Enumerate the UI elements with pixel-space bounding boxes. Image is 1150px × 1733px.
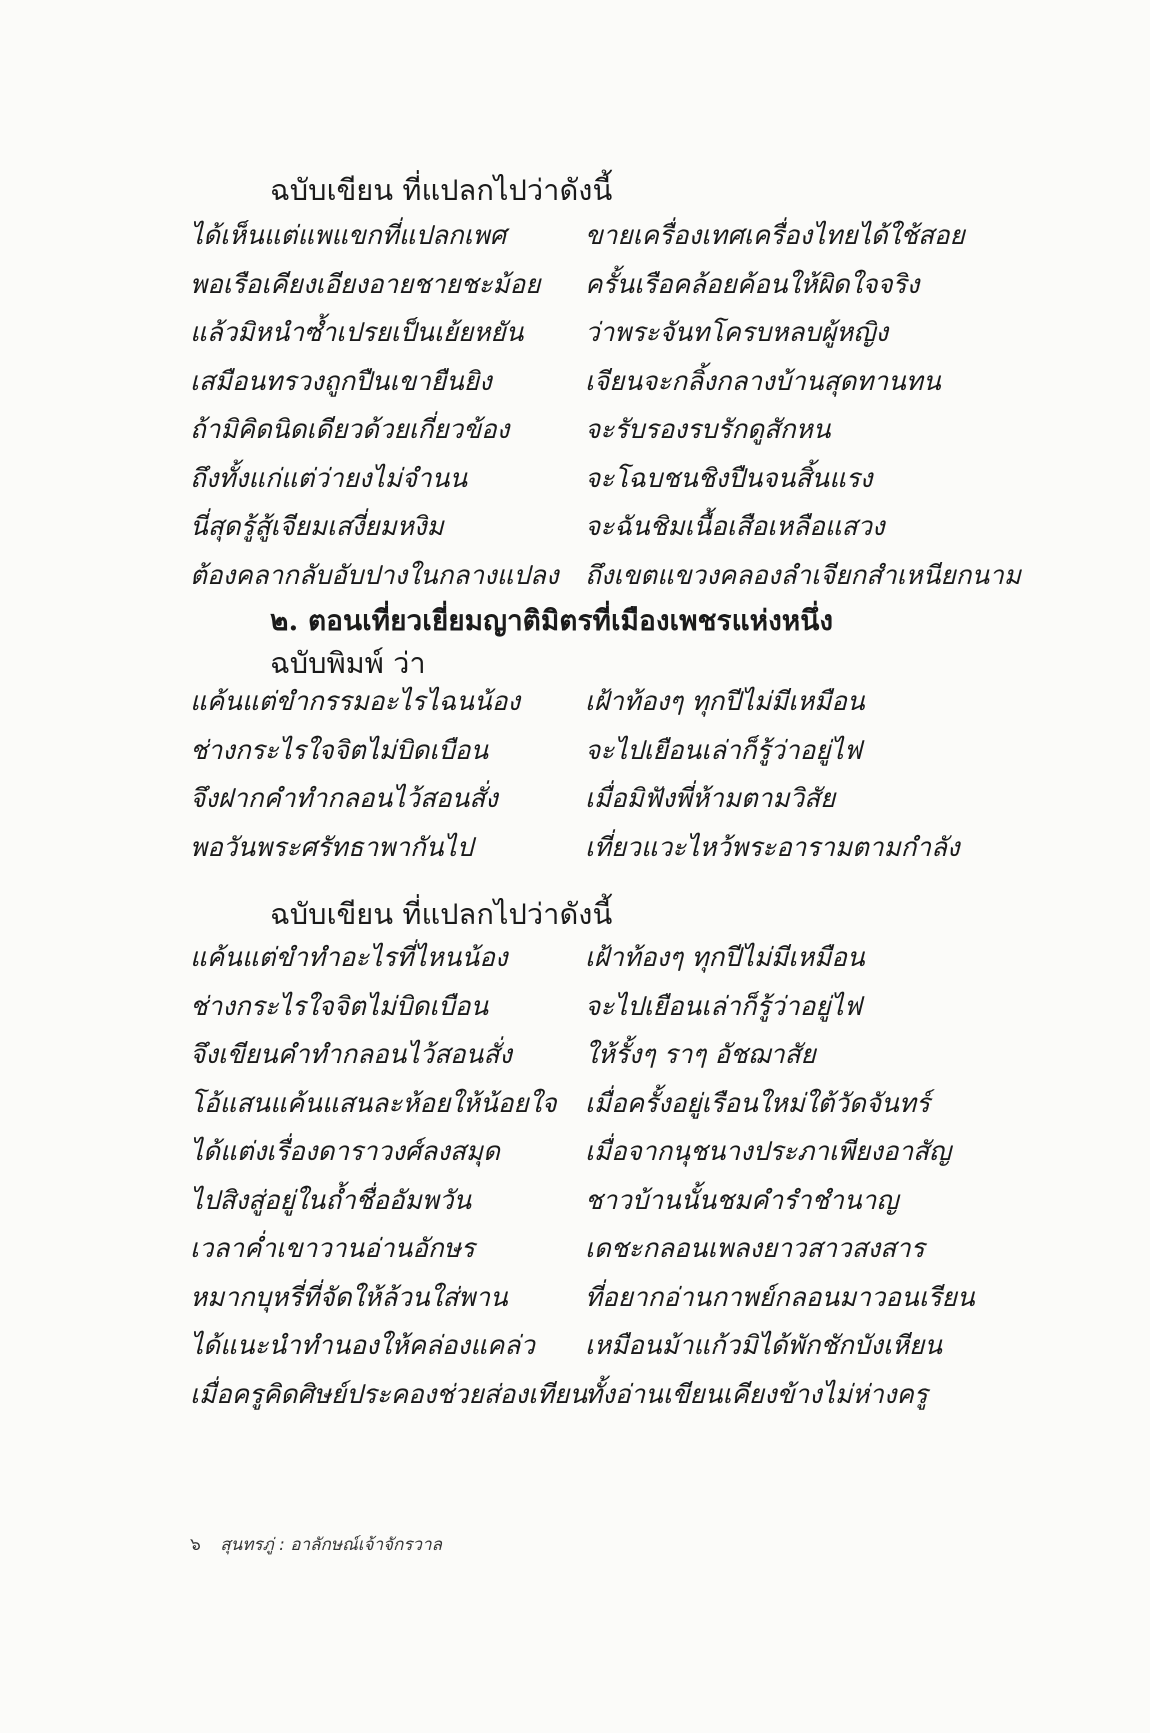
verse-line [0,315,1150,364]
verse-second-half: เหมือนม้าแก้วมิได้พักชักบังเหียน [585,1331,942,1361]
verse-first-half: พอเรือเคียงเอียงอายชายชะม้อย [190,269,541,300]
verse-first-half: ต้องคลากลับอับปางในกลางแปลง [190,560,559,591]
verse-line [0,1280,1150,1329]
verse-first-half: แค้นแต่ขำกรรมอะไรไฉนน้อง [190,687,521,717]
verse-second-half: เมื่อครั้งอยู่เรือนใหม่ใต้วัดจันทร์ [585,1088,930,1119]
verse-line [0,684,1150,733]
verse-first-half: ถ้ามิคิดนิดเดียวด้วยเกี่ยวข้อง [190,415,510,445]
verse-second-half: ว่าพระจันทโครบหลบผู้หญิง [585,318,889,348]
verse-second-half: จะรับรองรบรักดูสักหน [585,415,831,445]
verse-second-half: เจียนจะกลิ้งกลางบ้านสุดทานทน [585,366,941,397]
verse-line [0,1328,1150,1377]
verse-second-half: จะไปเยือนเล่าก็รู้ว่าอยู่ไฟ [585,991,862,1022]
verse-first-half: จึงเขียนคำทำกลอนไว้สอนสั่ง [190,1040,512,1070]
verse-line [0,1377,1150,1426]
verse-first-half: แค้นแต่ขำทำอะไรที่ไหนน้อง [190,943,508,973]
verse-second-half: เดชะกลอนเพลงยาวสาวสงสาร [585,1234,925,1264]
verse-line [0,1037,1150,1086]
verse-line [0,781,1150,830]
verse-first-half: ช่างกระไรใจจิตไม่บิดเบือน [190,991,489,1022]
section-heading-handwritten-version: ฉบับเขียน ที่แปลกไปว่าดังนี้ [270,173,613,207]
verse-second-half: ทั้งอ่านเขียนเคียงข้างไม่ห่างครู [585,1379,928,1410]
verse-line [0,940,1150,989]
verse-first-half: ไปสิงสู่อยู่ในถ้ำชื่ออัมพวัน [190,1185,472,1216]
verse-line [0,364,1150,413]
verse-first-half: จึงฝากคำทำกลอนไว้สอนสั่ง [190,784,498,814]
verse-line [0,1183,1150,1232]
verse-second-half: ให้รั้งๆ ราๆ อัชฌาสัย [585,1040,816,1070]
verse-list-section-1 [0,218,1150,606]
verse-second-half: เที่ยวแวะไหว้พระอารามตามกำลัง [585,832,960,863]
verse-second-half: เฝ้าท้องๆ ทุกปีไม่มีเหมือน [585,687,865,717]
verse-first-half: แล้วมิหนำซ้ำเปรยเป็นเย้ยหยัน [190,318,524,348]
verse-first-half: เสมือนทรวงถูกปืนเขายืนยิง [190,366,492,397]
verse-line [0,509,1150,558]
verse-second-half: เมื่อจากนุชนางประภาเพียงอาสัญ [585,1137,952,1167]
verse-first-half: ได้แนะนำทำนองให้คล่องแคล่ว [190,1331,535,1361]
verse-line [0,989,1150,1038]
verse-first-half: ถึงทั้งแก่แต่ว่ายงไม่จำนน [190,463,468,494]
verse-first-half: พอวันพระศรัทธาพากันไป [190,832,474,863]
verse-first-half: ช่างกระไรใจจิตไม่บิดเบือน [190,735,489,766]
verse-first-half: นี่สุดรู้สู้เจียมเสงี่ยมหงิม [190,512,444,542]
verse-first-half: หมากบุหรี่ที่จัดให้ล้วนใส่พาน [190,1282,508,1313]
verse-second-half: จะฉันชิมเนื้อเสือเหลือแสวง [585,512,885,542]
verse-line [0,1231,1150,1280]
verse-line [0,1086,1150,1135]
verse-first-half: เวลาค่ำเขาวานอ่านอักษร [190,1234,475,1264]
section-heading-printed-version: ฉบับพิมพ์ ว่า [270,646,426,680]
verse-line [0,412,1150,461]
page-number: ๖ [190,1535,201,1555]
verse-line [0,461,1150,510]
verse-line [0,267,1150,316]
verse-first-half: เมื่อครูคิดศิษย์ประคองช่วยส่องเทียน [190,1379,587,1410]
verse-list-section-2 [0,684,1150,878]
verse-list-section-3 [0,940,1150,1425]
verse-second-half: จะโฉบชนชิงปืนจนสิ้นแรง [585,463,873,494]
verse-second-half: ที่อยากอ่านกาพย์กลอนมาวอนเรียน [585,1282,975,1313]
verse-line [0,733,1150,782]
chapter-title: ๒. ตอนเที่ยวเยี่ยมญาติมิตรที่เมืองเพชรแห่งหนึ่ง [270,604,834,637]
verse-second-half: ครั้นเรือคล้อยค้อนให้ผิดใจจริง [585,269,920,300]
verse-line [0,558,1150,607]
verse-first-half: โอ้แสนแค้นแสนละห้อยให้น้อยใจ [190,1088,557,1119]
section-heading-handwritten-version-2: ฉบับเขียน ที่แปลกไปว่าดังนี้ [270,897,613,931]
verse-first-half: ได้แต่งเรื่องดาราวงศ์ลงสมุด [190,1137,500,1167]
verse-second-half: เมื่อมิฟังพี่ห้ามตามวิสัย [585,784,836,814]
verse-line [0,218,1150,267]
verse-first-half: ได้เห็นแต่แพแขกที่แปลกเพศ [190,221,507,251]
verse-second-half: ขายเครื่องเทศเครื่องไทยได้ใช้สอย [585,221,965,251]
verse-line [0,830,1150,879]
verse-second-half: ชาวบ้านนั้นชมคำรำชำนาญ [585,1185,899,1216]
running-title: สุนทรภู่ : อาลักษณ์เจ้าจักรวาล [220,1535,442,1555]
verse-second-half: เฝ้าท้องๆ ทุกปีไม่มีเหมือน [585,943,865,973]
verse-second-half: จะไปเยือนเล่าก็รู้ว่าอยู่ไฟ [585,735,862,766]
verse-line [0,1134,1150,1183]
verse-second-half: ถึงเขตแขวงคลองลำเจียกสำเหนียกนาม [585,560,1021,591]
page-footer [190,1534,442,1556]
